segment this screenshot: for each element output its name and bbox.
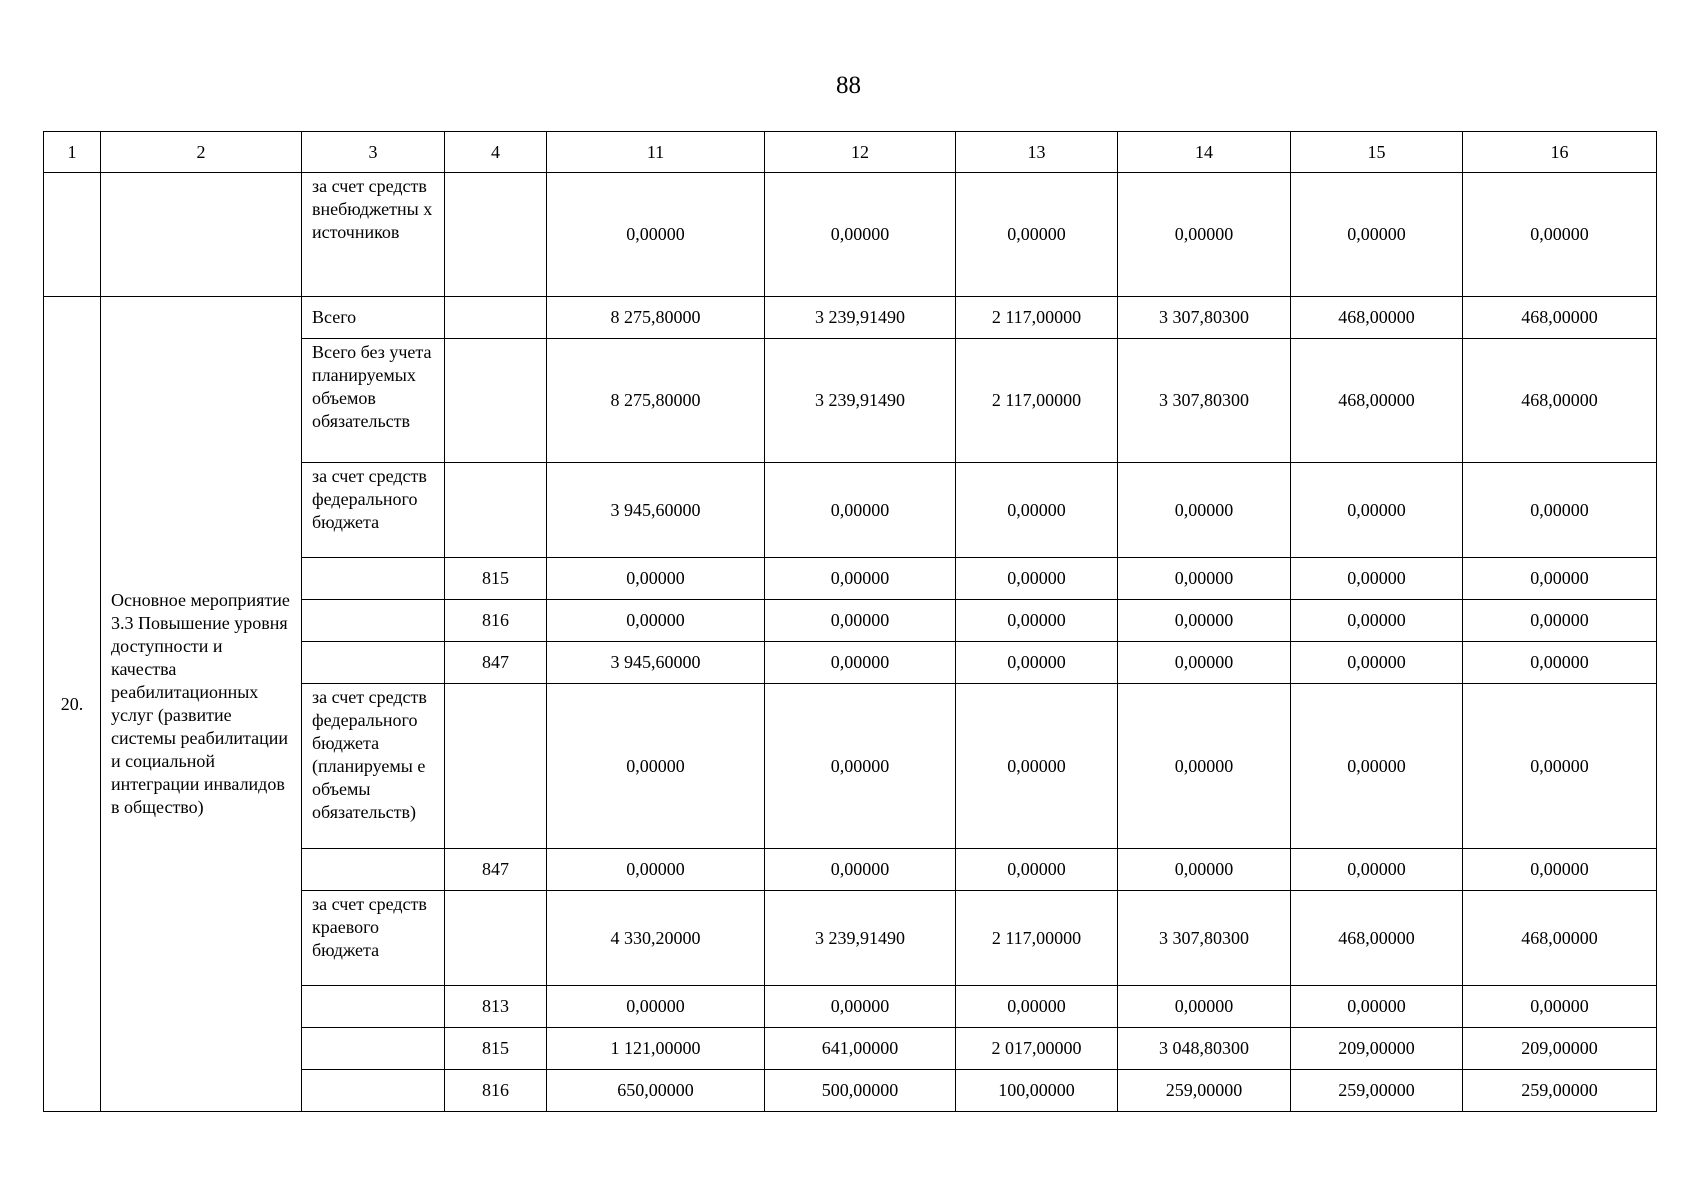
value-cell: 0,00000 — [956, 684, 1118, 849]
table-row — [44, 297, 1657, 339]
value-cell: 0,00000 — [956, 558, 1118, 600]
column-header: 16 — [1463, 132, 1657, 173]
value-cell: 8 275,80000 — [547, 297, 765, 339]
value-cell: 468,00000 — [1291, 297, 1463, 339]
value-cell: 0,00000 — [765, 173, 956, 297]
row-number-cell — [44, 173, 101, 297]
value-cell: 0,00000 — [1291, 849, 1463, 891]
code-cell: 815 — [445, 1028, 547, 1070]
value-cell: 0,00000 — [956, 642, 1118, 684]
funding-source-cell — [302, 558, 445, 600]
funding-source-cell: Всего — [302, 297, 445, 339]
value-cell: 0,00000 — [547, 558, 765, 600]
value-cell: 0,00000 — [547, 849, 765, 891]
value-cell: 0,00000 — [1118, 684, 1291, 849]
column-header: 11 — [547, 132, 765, 173]
value-cell: 0,00000 — [1291, 173, 1463, 297]
value-cell: 0,00000 — [765, 684, 956, 849]
value-cell: 209,00000 — [1463, 1028, 1657, 1070]
code-cell — [445, 173, 547, 297]
value-cell: 3 239,91490 — [765, 891, 956, 986]
value-cell: 2 117,00000 — [956, 339, 1118, 463]
value-cell: 0,00000 — [547, 600, 765, 642]
value-cell: 0,00000 — [956, 463, 1118, 558]
value-cell: 0,00000 — [547, 684, 765, 849]
code-cell: 816 — [445, 1070, 547, 1112]
value-cell: 3 307,80300 — [1118, 339, 1291, 463]
value-cell: 468,00000 — [1291, 339, 1463, 463]
value-cell: 0,00000 — [1118, 558, 1291, 600]
value-cell: 0,00000 — [956, 986, 1118, 1028]
value-cell: 3 239,91490 — [765, 297, 956, 339]
value-cell: 0,00000 — [1118, 642, 1291, 684]
funding-source-cell: Всего без учета планируемых объемов обязательств — [302, 339, 445, 463]
value-cell: 0,00000 — [1463, 849, 1657, 891]
value-cell: 3 945,60000 — [547, 463, 765, 558]
value-cell: 100,00000 — [956, 1070, 1118, 1112]
value-cell: 0,00000 — [1291, 684, 1463, 849]
value-cell: 2 117,00000 — [956, 891, 1118, 986]
funding-source-cell: за счет средств краевого бюджета — [302, 891, 445, 986]
value-cell: 0,00000 — [1463, 642, 1657, 684]
budget-table — [43, 131, 1657, 1112]
funding-source-cell — [302, 986, 445, 1028]
item-name-cell — [101, 173, 302, 297]
value-cell: 468,00000 — [1291, 891, 1463, 986]
value-cell: 1 121,00000 — [547, 1028, 765, 1070]
column-header: 2 — [101, 132, 302, 173]
column-header: 13 — [956, 132, 1118, 173]
value-cell: 2 117,00000 — [956, 297, 1118, 339]
funding-source-cell — [302, 600, 445, 642]
value-cell: 3 945,60000 — [547, 642, 765, 684]
value-cell: 0,00000 — [765, 849, 956, 891]
table-row — [44, 173, 1657, 297]
table-body — [44, 132, 1657, 1112]
column-header: 1 — [44, 132, 101, 173]
value-cell: 0,00000 — [765, 463, 956, 558]
value-cell: 259,00000 — [1291, 1070, 1463, 1112]
value-cell: 0,00000 — [1463, 600, 1657, 642]
value-cell: 3 048,80300 — [1118, 1028, 1291, 1070]
value-cell: 0,00000 — [1463, 463, 1657, 558]
code-cell: 847 — [445, 849, 547, 891]
value-cell: 0,00000 — [1118, 173, 1291, 297]
funding-source-cell: за счет средств внебюджетны х источников — [302, 173, 445, 297]
code-cell — [445, 463, 547, 558]
value-cell: 0,00000 — [1118, 463, 1291, 558]
code-cell — [445, 684, 547, 849]
funding-source-cell — [302, 1028, 445, 1070]
value-cell: 0,00000 — [765, 600, 956, 642]
funding-source-cell — [302, 849, 445, 891]
column-header: 15 — [1291, 132, 1463, 173]
value-cell: 209,00000 — [1291, 1028, 1463, 1070]
value-cell: 468,00000 — [1463, 339, 1657, 463]
item-number-cell: 20. — [44, 297, 101, 1112]
value-cell: 468,00000 — [1463, 891, 1657, 986]
code-cell: 815 — [445, 558, 547, 600]
value-cell: 2 017,00000 — [956, 1028, 1118, 1070]
value-cell: 0,00000 — [765, 986, 956, 1028]
code-cell: 847 — [445, 642, 547, 684]
value-cell: 0,00000 — [1291, 642, 1463, 684]
value-cell: 259,00000 — [1118, 1070, 1291, 1112]
value-cell: 0,00000 — [1118, 986, 1291, 1028]
value-cell: 4 330,20000 — [547, 891, 765, 986]
value-cell: 0,00000 — [1118, 600, 1291, 642]
value-cell: 0,00000 — [956, 173, 1118, 297]
value-cell: 0,00000 — [1463, 986, 1657, 1028]
value-cell: 0,00000 — [956, 600, 1118, 642]
value-cell: 468,00000 — [1463, 297, 1657, 339]
value-cell: 0,00000 — [547, 986, 765, 1028]
code-cell — [445, 891, 547, 986]
value-cell: 641,00000 — [765, 1028, 956, 1070]
value-cell: 8 275,80000 — [547, 339, 765, 463]
value-cell: 0,00000 — [1291, 600, 1463, 642]
code-cell: 813 — [445, 986, 547, 1028]
value-cell: 0,00000 — [1291, 986, 1463, 1028]
value-cell: 3 239,91490 — [765, 339, 956, 463]
funding-source-cell: за счет средств федерального бюджета — [302, 463, 445, 558]
value-cell: 0,00000 — [1463, 684, 1657, 849]
value-cell: 0,00000 — [1291, 558, 1463, 600]
value-cell: 0,00000 — [956, 849, 1118, 891]
value-cell: 0,00000 — [547, 173, 765, 297]
column-header: 14 — [1118, 132, 1291, 173]
code-cell — [445, 339, 547, 463]
value-cell: 650,00000 — [547, 1070, 765, 1112]
value-cell: 259,00000 — [1463, 1070, 1657, 1112]
value-cell: 3 307,80300 — [1118, 891, 1291, 986]
value-cell: 0,00000 — [1463, 558, 1657, 600]
column-header: 12 — [765, 132, 956, 173]
funding-source-cell — [302, 642, 445, 684]
column-number-header-row — [44, 132, 1657, 173]
funding-source-cell: за счет средств федерального бюджета (планируемы е объемы обязательств) — [302, 684, 445, 849]
value-cell: 500,00000 — [765, 1070, 956, 1112]
value-cell: 0,00000 — [1118, 849, 1291, 891]
value-cell: 0,00000 — [1291, 463, 1463, 558]
funding-source-cell — [302, 1070, 445, 1112]
value-cell: 0,00000 — [765, 642, 956, 684]
column-header: 4 — [445, 132, 547, 173]
code-cell: 816 — [445, 600, 547, 642]
value-cell: 0,00000 — [765, 558, 956, 600]
column-header: 3 — [302, 132, 445, 173]
value-cell: 0,00000 — [1463, 173, 1657, 297]
value-cell: 3 307,80300 — [1118, 297, 1291, 339]
page-number: 88 — [836, 72, 861, 99]
item-name-cell: Основное мероприятие 3.3 Повышение уровня доступности и качества реабилитационных услуг (развитие системы реабилитации и социальной интеграции инвалидов в общество) — [101, 297, 302, 1112]
code-cell — [445, 297, 547, 339]
